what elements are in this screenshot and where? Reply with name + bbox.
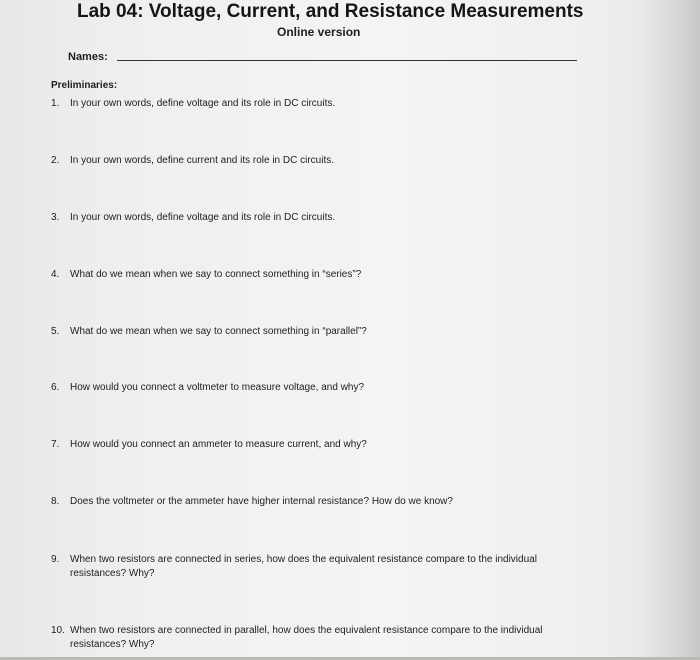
section-heading: Preliminaries: (51, 80, 118, 91)
question-line: What do we mean when we say to connect something in “parallel”? (70, 326, 367, 337)
question-5 (51, 325, 367, 339)
question-8 (51, 495, 453, 509)
question-line: In your own words, define voltage and its role in DC circuits. (70, 212, 336, 223)
question-line: How would you connect a voltmeter to measure voltage, and why? (70, 382, 365, 393)
question-line: When two resistors are connected in series, how does the equivalent resistance compare to the individual (70, 554, 537, 565)
question-number: 10. (51, 625, 65, 636)
question-9 (51, 553, 537, 581)
lab-title: Lab 04: Voltage, Current, and Resistance Measurements (77, 1, 584, 22)
question-line: How would you connect an ammeter to measure current, and why? (70, 439, 367, 450)
question-text (70, 438, 367, 452)
question-number: 1. (51, 98, 60, 109)
names-underline (117, 60, 577, 61)
question-text (70, 553, 537, 581)
question-number: 7. (51, 439, 60, 450)
question-10 (51, 624, 543, 652)
question-4 (51, 268, 361, 282)
question-line: resistances? Why? (70, 639, 155, 650)
names-label: Names: (68, 51, 108, 63)
question-number: 8. (51, 496, 60, 507)
question-text (70, 211, 335, 225)
question-number: 2. (51, 155, 60, 166)
question-text (70, 154, 334, 168)
question-number: 4. (51, 269, 60, 280)
question-text (70, 624, 543, 652)
question-number: 6. (51, 382, 60, 393)
question-7 (51, 438, 367, 452)
question-line: resistances? Why? (70, 568, 155, 579)
question-line: When two resistors are connected in parallel, how does the equivalent resistance compare to the individual (70, 625, 543, 636)
page-shadow (638, 0, 700, 660)
question-text (70, 381, 364, 395)
question-number: 9. (51, 554, 60, 565)
question-text (70, 268, 361, 282)
question-text (70, 325, 367, 339)
question-line: What do we mean when we say to connect something in “series”? (70, 269, 362, 280)
question-text (70, 97, 335, 111)
lab-subtitle: Online version (277, 25, 361, 39)
question-text (70, 495, 453, 509)
question-2 (51, 154, 334, 168)
question-line: In your own words, define current and its role in DC circuits. (70, 155, 334, 166)
question-number: 5. (51, 326, 60, 337)
question-1 (51, 97, 335, 111)
question-line: In your own words, define voltage and its role in DC circuits. (70, 98, 336, 109)
question-line: Does the voltmeter or the ammeter have higher internal resistance? How do we know? (70, 496, 453, 507)
question-number: 3. (51, 212, 60, 223)
question-6 (51, 381, 364, 395)
question-3 (51, 211, 335, 225)
